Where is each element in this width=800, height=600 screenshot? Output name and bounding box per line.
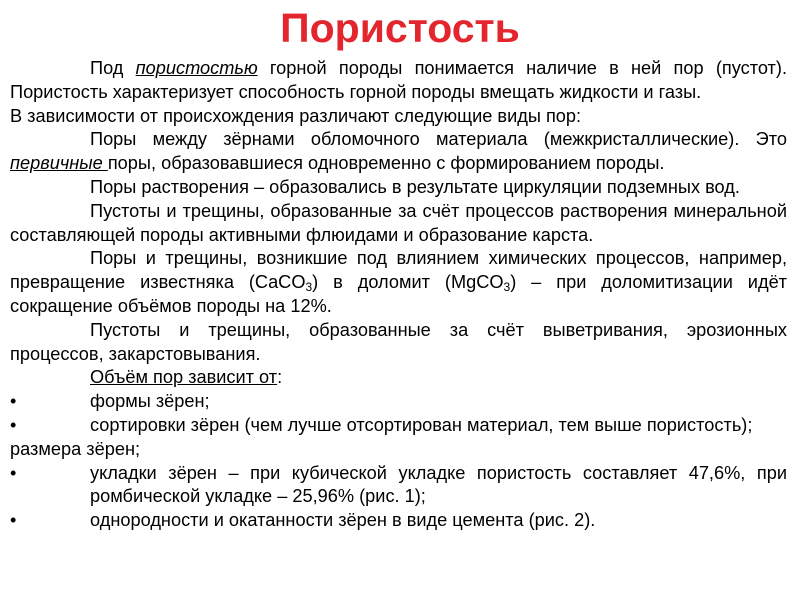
primary-pores-paragraph: Поры между зёрнами обломочного материала (межкристаллические). Это первичные поры, образовавшиеся одновременно с формированием породы. <box>10 129 787 174</box>
list-item-packing: • укладки зёрен – при кубической укладке пористость составляет 47,6%, при ромбической укладке – 25,96% (рис. 1); <box>10 462 787 507</box>
weathering-paragraph: Пустоты и трещины, образованные за счёт выветривания, эрозионных процессов, закарстовывания. <box>10 319 787 364</box>
intro-paragraph: Под пористостью горной породы понимается наличие в ней пор (пустот). Пористость характеризует способность горной породы вмещать жидкости и газы. <box>10 58 788 102</box>
dissolution-pores-paragraph: Поры растворения – образовались в результате циркуляции подземных вод. <box>90 176 740 197</box>
list-item-grain-shape: • формы зёрен; <box>10 390 787 414</box>
term-porosity: пористостью <box>135 58 258 78</box>
bullet-marker: • <box>10 391 17 412</box>
page-title: Пористость <box>280 5 520 51</box>
bullet-marker: • <box>10 510 17 531</box>
document-body <box>10 57 787 533</box>
voids-dissolution-paragraph: Пустоты и трещины, образованные за счёт процессов растворения минеральной составляющей породы активными флюидами и образование карста. <box>10 200 787 245</box>
term-primary: первичные <box>10 153 108 174</box>
depends-heading: Объём пор зависит от: <box>90 367 283 388</box>
list-item-grain-size: размера зёрен; <box>10 438 141 459</box>
bullet-marker: • <box>10 462 17 483</box>
bullet-marker: • <box>10 414 17 435</box>
chemical-pores-paragraph: Поры и трещины, возникшие под влиянием химических процессов, например, превращение известняка (CaCO$_3$) в доломит (MgCO$_3$) – при доломитизации идёт сокращение объёмов породы на 12%. <box>10 248 788 316</box>
list-item-sorting: • сортировки зёрен (чем лучше отсортирован материал, тем выше пористость); <box>10 414 787 438</box>
list-item-homogeneity: • однородности и окатанности зёрен в виде цемента (рис. 2). <box>10 509 787 533</box>
classification-intro: В зависимости от происхождения различают следующие виды пор: <box>10 105 582 126</box>
